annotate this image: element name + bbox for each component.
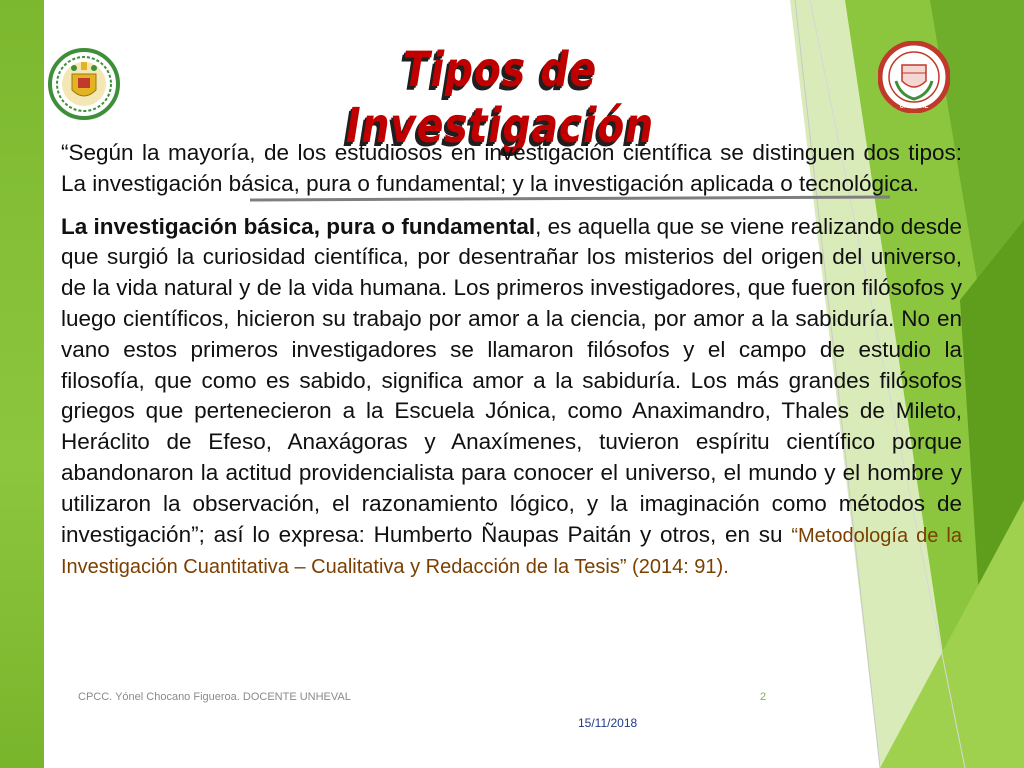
- paragraph-basic-research-text: , es aquella que se viene realizando desde que surgió la curiosidad científica, por desentrañar los misterios del origen del universo, de la vida natural y de la vida humana. Los primeros investigadores, que fueron filósofos y luego científicos, hicieron su trabajo por amor a la ciencia, por amor a la sabiduría. No en vano estos primeros investigadores se llamaron filósofos y el campo de estudio la filosofía, que como es sabido, significa amor a la sabiduría. Los más grandes filósofos griegos que pertenecieron a la Escuela Jónica, como Anaximandro, Thales de Mileto, Heráclito de Efeso, Anaxágoras y Anaxímenes, tuvieron espíritu científico porque abandonaron la actitud providencialista para conocer el universo, el mundo y el hombre y utilizaron la observación, el razonamiento lógico, y la imaginación como métodos de investigación”; así lo expresa: Humberto Ñaupas Paitán y otros, en su: [61, 213, 962, 547]
- book-citation: “Metodología de la Investigación Cuantitativa – Cualitativa y Redacción de la Tesis” (2014: 91).: [61, 524, 962, 579]
- paragraph-basic-research: [61, 212, 962, 584]
- footer-page-number: 2: [760, 691, 767, 703]
- faculty-seal-label: UNHEVAL: [899, 104, 929, 110]
- faculty-seal-icon: [878, 41, 950, 113]
- paragraph-intro: “Según la mayoría, de los estudiosos en investigación científica se distinguen dos tipos: La investigación básica, pura o fundamental; y la investigación aplicada o tecnológica.: [61, 140, 962, 196]
- footer-date: 15/11/2018: [578, 716, 638, 730]
- slide-body: [61, 138, 962, 583]
- footer-author: CPCC. Yónel Chocano Figueroa. DOCENTE UNHEVAL: [78, 691, 351, 703]
- university-seal-icon: [48, 48, 120, 120]
- paragraph-basic-research-heading: La investigación básica, pura o fundamental: [61, 213, 536, 239]
- slide-title: Tipos de Investigación: [345, 42, 655, 154]
